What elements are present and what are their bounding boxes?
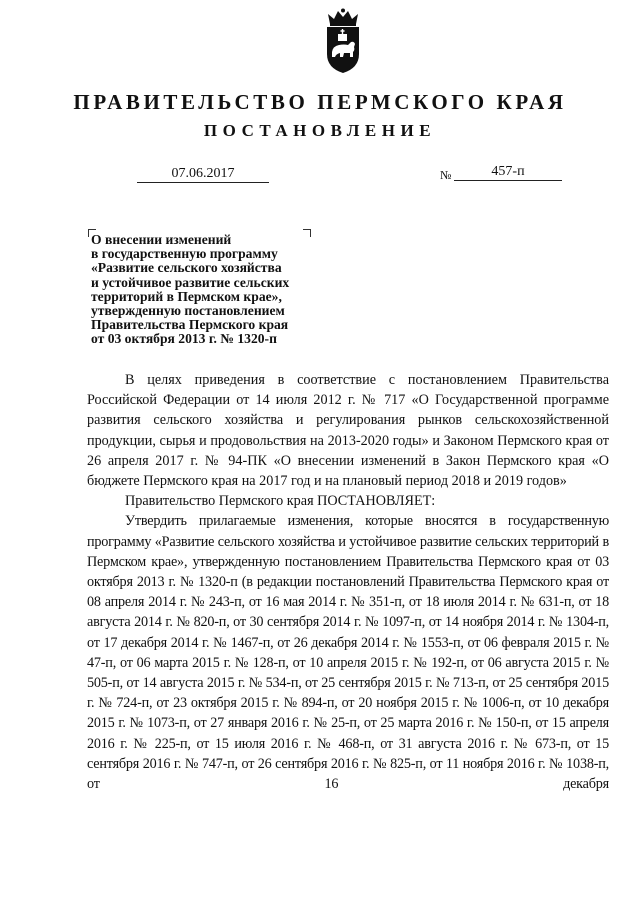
- body-paragraph-approve: Утвердить прилагаемые изменения, которые вносятся в государственную программу «Развитие сельского хозяйства и устойчивое развитие сельских территорий в Пермском крае», утвержденную постановлением Правительства Пермского края от 03 октября 2013 г. № 1320-п (в редакции постановлений Правительства Пермского края от 08 апреля 2014 г. № 243-п, от 16 мая 2014 г. № 351-п, от 18 июля 2014 г. № 631-п, от 18 августа 2014 г. № 820-п, от 30 сентября 2014 г. № 1097-п, от 14 ноября 2014 г. № 1304-п, от 17 декабря 2014 г. № 1467-п, от 26 декабря 2014 г. № 1553-п, от 06 февраля 2015 г. № 47-п, от 06 марта 2015 г. № 128-п, от 10 апреля 2015 г. № 192-п, от 06 августа 2015 г. № 505-п, от 14 августа 2015 г. № 534-п, от 25 сентября 2015 г. № 713-п, от 25 сентября 2015 г. № 724-п, от 23 октября 2015 г. № 894-п, от 20 ноября 2015 г. № 1006-п, от 10 декабря 2015 г. № 1073-п, от 27 января 2016 г. № 25-п, от 25 марта 2016 г. № 150-п, от 15 апреля 2016 г. № 225-п, от 15 июля 2016 г. № 468-п, от 31 августа 2016 г. № 673-п, от 15 сентября 2016 г. № 747-п, от 26 сентября 2016 г. № 825-п, от 11 ноября 2016 г. № 1038-п, от 16 декабря: [87, 513, 609, 793]
- document-date: 07.06.2017: [137, 165, 269, 183]
- subject-line: территорий в Пермском крае»,: [91, 288, 282, 304]
- document-number: 457-п: [454, 163, 562, 181]
- subject-line: в государственную программу: [91, 246, 278, 262]
- body-paragraph-resolves: Правительство Пермского края ПОСТАНОВЛЯЕТ:: [125, 493, 436, 510]
- subject-line: и устойчивое развитие сельских: [91, 274, 290, 290]
- body-paragraph-preamble: В целях приведения в соответствие с постановлением Правительства Российской Федерации от 14 июля 2012 г. № 717 «О Государственной программе развития сельского хозяйства и регулирования рынков сельскохозяйственной продукции, сырья и продовольствия на 2013-2020 годы» и Законом Пермского края от 26 апреля 2017 г. № 94-ПК «О внесении изменений в Закон Пермского края «О бюджете Пермского края на 2017 год и на плановый период 2018 и 2019 годов»: [87, 372, 609, 490]
- government-title: ПРАВИТЕЛЬСТВО ПЕРМСКОГО КРАЯ: [73, 90, 567, 114]
- subject-line: «Развитие сельского хозяйства: [91, 260, 282, 276]
- coat-of-arms-icon: [322, 8, 364, 74]
- subject-line: Правительства Пермского края: [91, 317, 289, 333]
- subject-line: от 03 октября 2013 г. № 1320-п: [91, 331, 277, 347]
- subject-line: утвержденную постановлением: [91, 303, 285, 319]
- document-body: [87, 370, 609, 794]
- document-subject: [91, 233, 321, 347]
- subject-line: О внесении изменений: [91, 232, 232, 247]
- number-sign: №: [440, 168, 452, 182]
- document-type: ПОСТАНОВЛЕНИЕ: [203, 121, 437, 140]
